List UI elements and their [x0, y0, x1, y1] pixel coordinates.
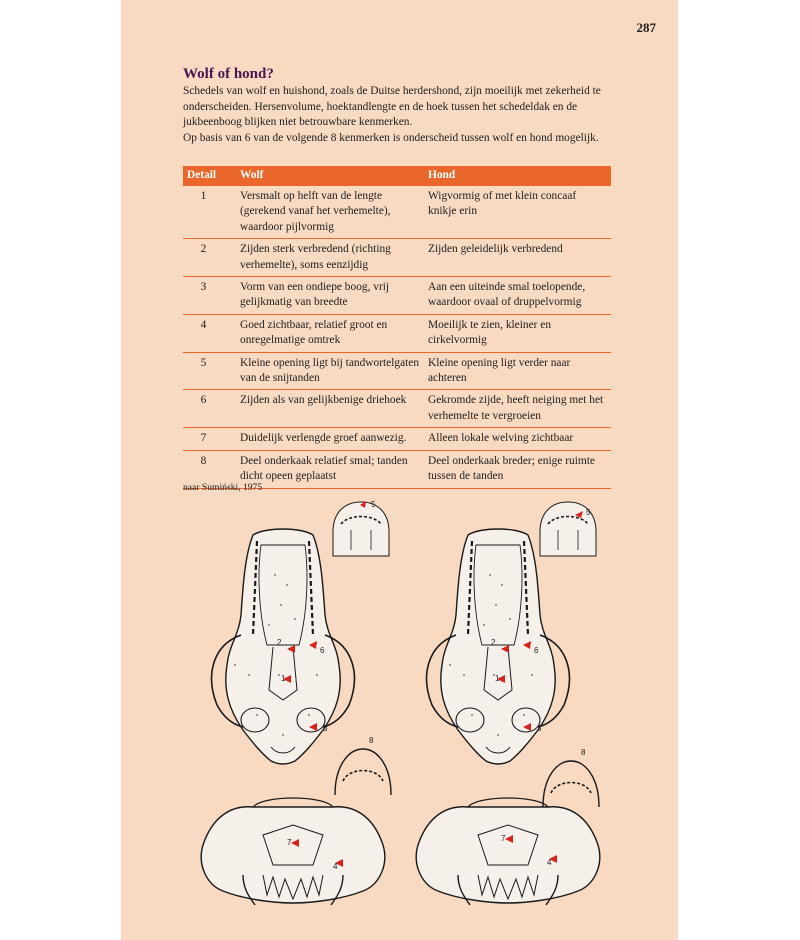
header-wolf: Wolf [236, 166, 424, 186]
wolf-cell: Zijden als van gelijkbenige driehoek [236, 390, 424, 428]
figure-label: 5 [371, 500, 376, 509]
dog-skull-ventral [427, 529, 570, 764]
hond-cell: Gekromde zijde, heeft neiging met het verhemelte te vergroeien [424, 390, 611, 428]
wolf-skull-ventral [212, 529, 355, 764]
table-row [183, 277, 611, 315]
hond-cell: Moeilijk te zien, kleiner en cirkelvormig [424, 314, 611, 352]
figure-label: 3 [537, 724, 542, 733]
wolf-skull-posterior [201, 798, 385, 905]
figure-label: 4 [333, 862, 338, 871]
intro-text [183, 84, 623, 146]
figure-label: 4 [547, 858, 552, 867]
table-row [183, 390, 611, 428]
figure-label: 5 [586, 508, 591, 517]
header-detail: Detail [183, 166, 236, 186]
figure-label: 7 [287, 838, 292, 847]
detail-number: 2 [183, 239, 236, 277]
wolf-cell: Kleine opening ligt bij tandwortelgaten van de snijtanden [236, 352, 424, 390]
figure-label: 6 [320, 646, 325, 655]
header-hond: Hond [424, 166, 611, 186]
figure-label: 2 [277, 638, 282, 647]
detail-number: 8 [183, 450, 236, 488]
wolf-cell: Vorm van een ondiepe boog, vrij gelijkmatig van breedte [236, 277, 424, 315]
hond-cell: Alleen lokale welving zichtbaar [424, 428, 611, 450]
table-row [183, 428, 611, 450]
wolf-cell: Duidelijk verlengde groef aanwezig. [236, 428, 424, 450]
intro-paragraph: Op basis van 6 van de volgende 8 kenmerken is onderscheid tussen wolf en hond mogelijk. [183, 131, 599, 144]
hond-cell: Zijden geleidelijk verbredend [424, 239, 611, 277]
wolf-cell: Goed zichtbaar, relatief groot en onregelmatige omtrek [236, 314, 424, 352]
hond-cell: Wigvormig of met klein concaaf knikje erin [424, 186, 611, 239]
detail-number: 6 [183, 390, 236, 428]
wolf-cell: Zijden sterk verbredend (richting verhemelte), soms eenzijdig [236, 239, 424, 277]
comparison-table [183, 166, 611, 489]
section-title: Wolf of hond? [183, 66, 274, 82]
figure-label: 8 [581, 748, 586, 757]
source-citation: naar Sumiński, 1975 [183, 482, 263, 493]
wolf-jaw-inset [335, 749, 391, 795]
dog-jaw-inset [543, 761, 599, 807]
intro-paragraph: Schedels van wolf en huishond, zoals de Duitse herdershond, zijn moeilijk met zekerheid te onderscheiden. Hersenvolume, hoektandlengte en de hoek tussen het schedeldak en de jukbeenboog blijken niet betrouwbare kenmerken. [183, 85, 601, 129]
figure-label: 7 [501, 834, 506, 843]
wolf-cell: Versmalt op helft van de lengte (gerekend vanaf het verhemelte), waardoor pijlvormig [236, 186, 424, 239]
page-number: 287 [636, 20, 656, 35]
table-header-row [183, 166, 611, 186]
hond-cell: Aan een uiteinde smal toelopende, waardoor ovaal of druppelvormig [424, 277, 611, 315]
table-row [183, 314, 611, 352]
detail-number: 4 [183, 314, 236, 352]
figure-label: 6 [534, 646, 539, 655]
table-row [183, 239, 611, 277]
skull-illustration [183, 495, 613, 915]
hond-cell: Deel onderkaak breder; enige ruimte tussen de tanden [424, 450, 611, 488]
detail-number: 3 [183, 277, 236, 315]
wolf-cell: Deel onderkaak relatief smal; tanden dicht opeen geplaatst [236, 450, 424, 488]
detail-number: 1 [183, 186, 236, 239]
dog-skull-posterior [416, 798, 600, 905]
figure-label: 2 [491, 638, 496, 647]
figure-label: 1 [281, 674, 286, 683]
table-row [183, 352, 611, 390]
detail-number: 7 [183, 428, 236, 450]
hond-cell: Kleine opening ligt verder naar achteren [424, 352, 611, 390]
figure-label: 1 [495, 674, 500, 683]
wolf-incisor-inset [333, 502, 389, 556]
figure-label: 3 [323, 724, 328, 733]
book-page [121, 0, 678, 940]
detail-number: 5 [183, 352, 236, 390]
figure-label: 8 [369, 736, 374, 745]
table-row [183, 186, 611, 239]
